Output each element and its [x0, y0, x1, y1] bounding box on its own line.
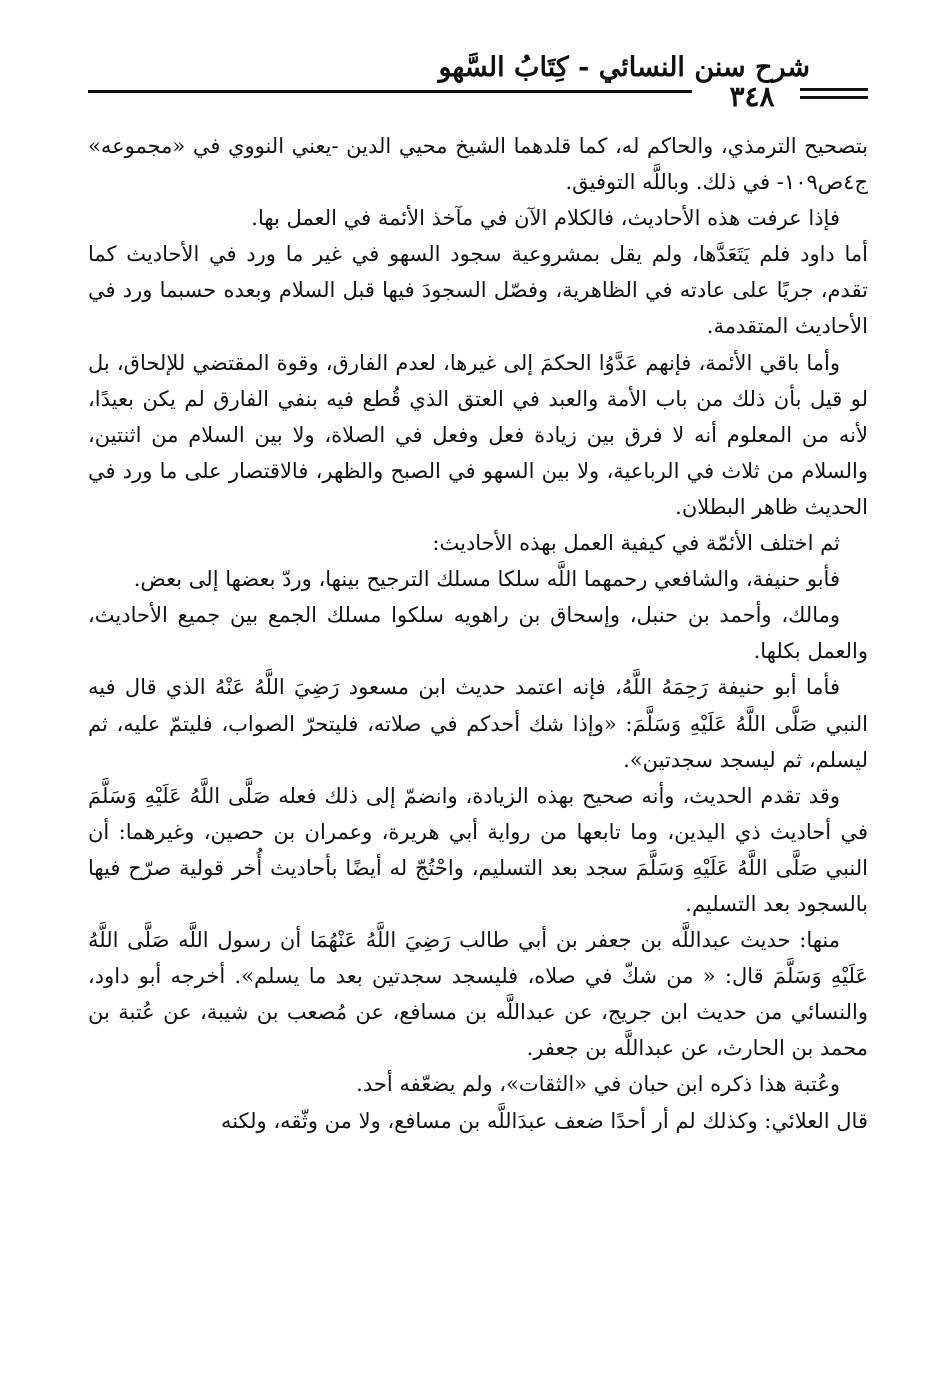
paragraph: ثم اختلف الأئمّة في كيفية العمل بهذه الأحاديث: — [432, 531, 840, 556]
paragraph: أما داود فلم يَتَعَدَّها، ولم يقل بمشروعية سجود السهو في غير ما ورد في الأحاديث كما تقدم، جريًا على عادته في الظاهرية، وفصّل السجودَ فيها قبل السلام وبعده حسبما ورد في الأحاديث المتقدمة. — [88, 242, 868, 339]
running-header-title: شرح سنن النسائي - كِتَابُ السَّهو — [438, 52, 810, 83]
body-text — [88, 128, 868, 1139]
header-rule — [88, 90, 692, 93]
paragraph: فأما أبو حنيفة رَحِمَهُ اللَّهُ، فإنه اعتمد حديث ابن مسعود رَضِيَ اللَّهُ عَنْهُ الذي قال فيه النبي صَلَّى اللَّهُ عَلَيْهِ وَسَلَّمَ: «وإذا شك أحدكم في صلاته، فليتحرّ الصواب، فليتمّ عليه، ثم ليسلم، ثم ليسجد سجدتين». — [88, 675, 868, 772]
page-number-rules — [800, 88, 868, 104]
paragraph: وقد تقدم الحديث، وأنه صحيح بهذه الزيادة، وانضمّ إلى ذلك فعله صَلَّى اللَّهُ عَلَيْهِ وَسَلَّمَ في أحاديث ذي اليدين، وما تابعها من رواية أبي هريرة، وعمران بن حصين، وغيرهما: أن النبي صَلَّى اللَّهُ عَلَيْهِ وَسَلَّمَ سجد بعد التسليم، واحْتُجّ له أيضًا بأحاديث أُخر قولية صرّح فيها بالسجود بعد التسليم. — [88, 783, 868, 916]
paragraph: قال العلائي: وكذلك لم أر أحدًا ضعف عبدَاللَّه بن مسافع، ولا من وثّقه، ولكنه — [220, 1108, 868, 1133]
paragraph: منها: حديث عبداللَّه بن جعفر بن أبي طالب رَضِيَ اللَّهُ عَنْهُمَا أن رسول اللَّه صَلَّى اللَّهُ عَلَيْهِ وَسَلَّمَ قال: « من شكّ في صلاه، فليسجد سجدتين بعد ما يسلم». أخرجه أبو داود، والنسائي من حديث ابن جريج، عن عبداللَّه بن مسافع، عن مُصعب بن شيبة، عن عُتبة بن محمد بن الحارث، عن عبداللَّه بن جعفر. — [88, 928, 868, 1061]
paragraph: بتصحيح الترمذي، والحاكم له، كما قلدهما الشيخ محيي الدين -يعني النووي في «مجموعه» ج٤ص١٠٩- في ذلك. وباللَّه التوفيق. — [88, 134, 868, 195]
paragraph: ومالك، وأحمد بن حنبل، وإسحاق بن راهويه سلكوا مسلك الجمع بين جميع الأحاديث، والعمل بكلها. — [88, 603, 868, 664]
paragraph: وعُتبة هذا ذكره ابن حبان في «الثقات»، ولم يضعّفه أحد. — [356, 1072, 840, 1097]
page-number: ٣٤٨ — [729, 80, 775, 113]
paragraph: فأبو حنيفة، والشافعي رحمهما اللَّه سلكا مسلك الترجيح بينها، وردّ بعضها إلى بعض. — [133, 567, 840, 592]
paragraph: وأما باقي الأئمة، فإنهم عَدَّوُا الحكمَ إلى غيرها، لعدم الفارق، وقوة المقتضي للإلحاق، بل لو قيل بأن ذلك من باب الأمة والعبد في العتق الذي قُطع فيه بنفي الفارق لم يكن بعيدًا، لأنه من المعلوم أنه لا فرق بين زيادة فعل وفعل في الصلاة، ولا بين السلام من اثنتين، والسلام من ثلاث في الرباعية، ولا بين السهو في الصبح والظهر، فالاقتصار على ما ورد في الحديث ظاهر البطلان. — [88, 350, 868, 519]
paragraph: فإذا عرفت هذه الأحاديث، فالكلام الآن في مآخذ الأئمة في العمل بها. — [251, 206, 840, 231]
